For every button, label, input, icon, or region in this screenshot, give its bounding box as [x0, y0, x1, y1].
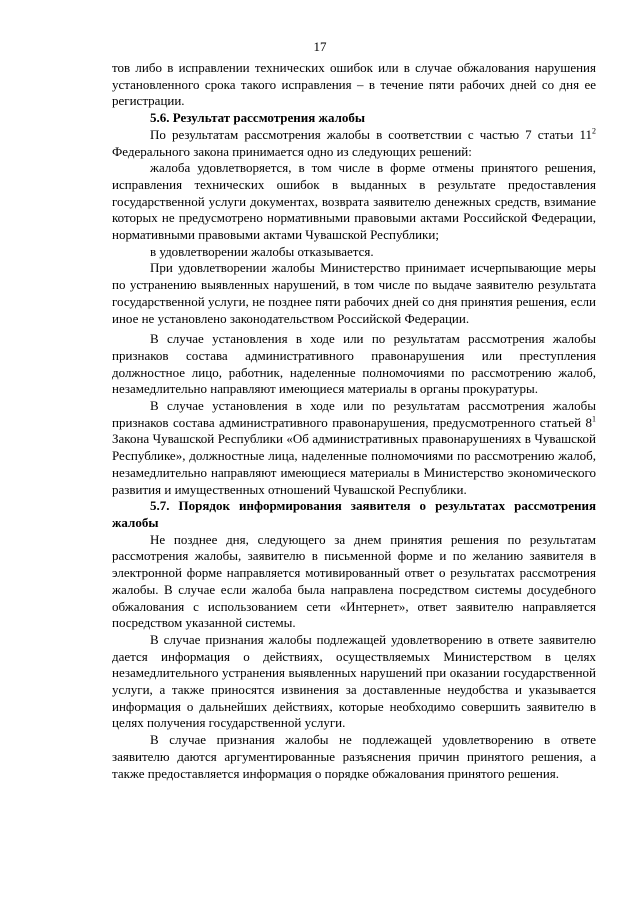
superscript: 1: [592, 414, 596, 424]
paragraph-complaint-satisfied: жалоба удовлетворяется, в том числе в форме отмены принятого решения, исправления технических ошибок в выданных в результате предоставления государственной услуги документах, возврата заявителю денежных средств, взимание которых не предусмотрено нормативными правовыми актами Российской Федерации, нормативными правовыми актами Чувашской Республики;: [112, 160, 596, 243]
paragraph-ministry-measures: При удовлетворении жалобы Министерство принимает исчерпывающие меры по устранению выявленных нарушений, в том числе по выдаче заявителю результата государственной услуги, не позднее пяти рабочих дней со дня принятия решения, если иное не установлено законодательством Российской Федерации.: [112, 260, 596, 326]
paragraph-rejected-response: В случае признания жалобы не подлежащей удовлетворению в ответе заявителю даются аргументированные разъяснения причин принятого решения, а также предоставляется информация о порядке обжалования принятого решения.: [112, 732, 596, 781]
page-number: 17: [313, 39, 327, 54]
section-heading-5-6: 5.6. Результат рассмотрения жалобы: [150, 110, 366, 126]
paragraph-satisfied-response: В случае признания жалобы подлежащей удовлетворению в ответе заявителю дается информация о действиях, осуществляемых Министерством в целях незамедлительного устранения выявленных нарушений при оказании государственной услуги, а также приносятся извинения за доставленные неудобства и указывается информация о дальнейших действиях, которые необходимо совершить заявителю в целях получения государственной услуги.: [112, 631, 596, 731]
section-heading-5-7: 5.7. Порядок информирования заявителя о результатах рассмотрения жалобы: [112, 498, 596, 530]
paragraph-text: В случае установления в ходе или по результатам рассмотрения жалобы признаков состава административного правонарушения, предусмотренного статьей 8: [112, 398, 596, 430]
document-body: [112, 60, 596, 782]
paragraph-text: Закона Чувашской Республики «Об административных правонарушениях в Чувашской Республике», должностные лица, наделенные полномочиями по рассмотрению жалоб, незамедлительно направляют имеющиеся материалы в Министерство экономического развития и имущественных отношений Чувашской Республики.: [112, 431, 596, 497]
paragraph-text: По результатам рассмотрения жалобы в соответствии с частью 7 статьи 11: [150, 126, 592, 142]
paragraph-text: Федерального закона принимается одно из следующих решений:: [112, 143, 472, 159]
paragraph-chuvash-law: [112, 398, 596, 498]
paragraph-continuation: тов либо в исправлении технических ошибок или в случае обжалования нарушения установленного срока такого исправления – в течение пяти рабочих дней со дня ее регистрации.: [112, 60, 596, 109]
paragraph-decision-options: [112, 127, 596, 160]
paragraph-response-deadline: Не позднее дня, следующего за днем принятия решения по результатам рассмотрения жалобы, заявителю в письменной форме и по желанию заявителя в электронной форме направляется мотивированный ответ о результатах рассмотрения жалобы. В случае если жалоба была направлена посредством системы досудебного обжалования с использованием сети «Интернет», ответ заявителю направляется посредством указанной системы.: [112, 531, 596, 631]
paragraph-complaint-rejected: в удовлетворении жалобы отказывается.: [150, 243, 374, 259]
superscript: 2: [592, 126, 596, 136]
paragraph-prosecutor: В случае установления в ходе или по результатам рассмотрения жалобы признаков состава административного правонарушения или преступления должностное лицо, работник, наделенные полномочиями по рассмотрению жалоб, незамедлительно направляют имеющиеся материалы в органы прокуратуры.: [112, 331, 596, 397]
